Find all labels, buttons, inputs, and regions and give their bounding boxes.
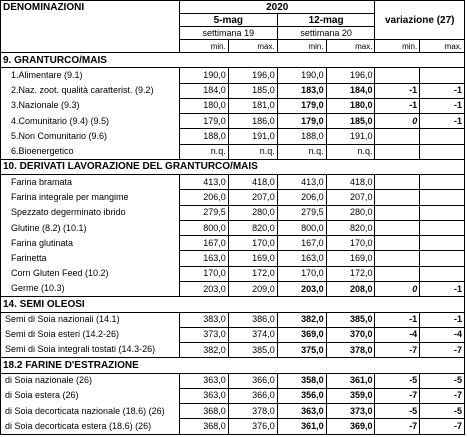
row-label: di Soia estera (26) (1, 388, 180, 403)
cell-max-week-19: 820,0 (228, 220, 277, 235)
cell-min-week-19: 203,0 (179, 281, 228, 296)
header-week-2: settimana 20 (277, 27, 375, 40)
cell-max-week-20: 373,0 (326, 404, 375, 419)
cell-min-week-20: 375,0 (277, 343, 326, 358)
table-row (1, 312, 465, 327)
cell-max-variazione: -1 (420, 312, 465, 327)
cell-max-week-20: 196,0 (326, 68, 375, 83)
row-label: Farina bramata (1, 175, 180, 190)
cell-max-week-20: 185,0 (326, 114, 375, 129)
row-label: Semi di Soia integrali tostati (14.3-26) (1, 343, 180, 358)
cell-max-variazione: -1 (420, 83, 465, 98)
cell-min-variazione (375, 220, 420, 235)
table-row (1, 190, 465, 205)
cell-max-week-20: 172,0 (326, 266, 375, 281)
cell-max-week-20: 359,0 (326, 388, 375, 403)
row-label: 4.Comunitario (9.4) (9.5) (1, 114, 180, 129)
cell-min-week-19: n.q. (179, 144, 228, 159)
row-label: 3.Nazionale (9.3) (1, 98, 180, 113)
cell-max-week-20: 208,0 (326, 281, 375, 296)
section-title: 10. DERIVATI LAVORAZIONE DEL GRANTURCO/MAIS (1, 159, 465, 174)
table-body (1, 53, 465, 435)
cell-max-week-20: 820,0 (326, 220, 375, 235)
row-label: 1.Alimentare (9.1) (1, 68, 180, 83)
table-row (1, 281, 465, 296)
cell-min-week-20: 203,0 (277, 281, 326, 296)
cell-max-week-19: 376,0 (228, 419, 277, 435)
table-row (1, 373, 465, 388)
header-min-var: min. (375, 40, 420, 53)
cell-min-week-20: 361,0 (277, 419, 326, 435)
cell-min-variazione: -5 (375, 373, 420, 388)
cell-max-variazione: -5 (420, 404, 465, 419)
cell-max-week-19: 374,0 (228, 327, 277, 342)
cell-min-week-20: 369,0 (277, 327, 326, 342)
cell-min-week-19: 373,0 (179, 327, 228, 342)
cell-max-week-20: n.q. (326, 144, 375, 159)
cell-max-variazione (420, 68, 465, 83)
section-header (1, 297, 465, 312)
cell-max-variazione: -1 (420, 98, 465, 113)
cell-min-variazione (375, 205, 420, 220)
cell-min-week-19: 170,0 (179, 266, 228, 281)
cell-max-variazione: -7 (420, 388, 465, 403)
header-denominazioni: DENOMINAZIONI (1, 1, 180, 14)
cell-max-week-20: 280,0 (326, 205, 375, 220)
cell-min-variazione (375, 68, 420, 83)
header-max-var: max. (420, 40, 465, 53)
table-row (1, 266, 465, 281)
cell-max-week-20: 385,0 (326, 312, 375, 327)
cell-min-variazione (375, 129, 420, 144)
cell-min-variazione (375, 236, 420, 251)
table-row (1, 83, 465, 98)
table-row (1, 205, 465, 220)
cell-max-week-19: 172,0 (228, 266, 277, 281)
table-row (1, 327, 465, 342)
cell-max-variazione (420, 220, 465, 235)
header-max-1: max. (228, 40, 277, 53)
row-label: di Soia decorticata nazionale (18.6) (26) (1, 404, 180, 419)
cell-min-week-20: n.q. (277, 144, 326, 159)
cell-max-variazione (420, 205, 465, 220)
cell-max-week-19: 378,0 (228, 404, 277, 419)
cell-min-week-20: 206,0 (277, 190, 326, 205)
section-title: 14. SEMI OLEOSI (1, 297, 465, 312)
cell-max-week-20: 180,0 (326, 98, 375, 113)
cell-min-variazione (375, 144, 420, 159)
cell-max-week-19: 209,0 (228, 281, 277, 296)
cell-min-week-19: 800,0 (179, 220, 228, 235)
cell-min-week-20: 413,0 (277, 175, 326, 190)
cell-min-week-19: 167,0 (179, 236, 228, 251)
row-label: di Soia nazionale (26) (1, 373, 180, 388)
cell-max-week-19: 170,0 (228, 236, 277, 251)
row-label: Corn Gluten Feed (10.2) (1, 266, 180, 281)
cell-max-week-19: 169,0 (228, 251, 277, 266)
row-label: 5.Non Comunitario (9.6) (1, 129, 180, 144)
cell-max-week-19: 366,0 (228, 388, 277, 403)
row-label: Farinetta (1, 251, 180, 266)
cell-max-week-19: 196,0 (228, 68, 277, 83)
cell-max-variazione: -5 (420, 373, 465, 388)
cell-min-week-20: 183,0 (277, 83, 326, 98)
cell-min-week-19: 382,0 (179, 343, 228, 358)
cell-max-week-20: 169,0 (326, 251, 375, 266)
cell-min-variazione: -7 (375, 388, 420, 403)
cell-min-week-20: 179,0 (277, 98, 326, 113)
cell-max-week-20: 370,0 (326, 327, 375, 342)
header-year: 2020 (179, 1, 375, 14)
table-row (1, 175, 465, 190)
table-row (1, 129, 465, 144)
section-header (1, 159, 465, 174)
row-label: Farina integrale per mangime (1, 190, 180, 205)
cell-max-week-19: 181,0 (228, 98, 277, 113)
header-max-2: max. (326, 40, 375, 53)
cell-max-variazione (420, 266, 465, 281)
table-row (1, 388, 465, 403)
cell-max-variazione (420, 190, 465, 205)
header-date-2: 12-mag (277, 14, 375, 27)
cell-min-week-19: 206,0 (179, 190, 228, 205)
cell-min-week-19: 279,5 (179, 205, 228, 220)
cell-min-week-19: 368,0 (179, 419, 228, 435)
cell-min-week-20: 179,0 (277, 114, 326, 129)
header-spacer (1, 14, 180, 27)
cell-min-variazione: 0 (375, 281, 420, 296)
cell-min-week-20: 167,0 (277, 236, 326, 251)
cell-max-week-20: 191,0 (326, 129, 375, 144)
section-title: 9. GRANTURCO/MAIS (1, 53, 465, 68)
table-row (1, 98, 465, 113)
row-label: Semi di Soia nazionali (14.1) (1, 312, 180, 327)
cell-min-variazione (375, 251, 420, 266)
cell-max-week-20: 369,0 (326, 419, 375, 435)
cell-max-week-19: 280,0 (228, 205, 277, 220)
table-row (1, 144, 465, 159)
cell-max-variazione: -1 (420, 114, 465, 129)
cell-max-week-19: 207,0 (228, 190, 277, 205)
cell-min-week-19: 190,0 (179, 68, 228, 83)
section-header (1, 53, 465, 68)
header-min-2: min. (277, 40, 326, 53)
cell-min-week-19: 163,0 (179, 251, 228, 266)
cell-max-variazione: -1 (420, 281, 465, 296)
header-spacer (1, 40, 180, 53)
cell-max-week-19: 418,0 (228, 175, 277, 190)
row-label: Semi di Soia esteri (14.2-26) (1, 327, 180, 342)
cell-min-variazione: -1 (375, 98, 420, 113)
section-header (1, 358, 465, 373)
cell-max-variazione: -7 (420, 419, 465, 435)
cell-min-week-19: 363,0 (179, 388, 228, 403)
cell-min-week-19: 180,0 (179, 98, 228, 113)
header-min-1: min. (179, 40, 228, 53)
cell-max-week-20: 378,0 (326, 343, 375, 358)
cell-max-variazione: -7 (420, 343, 465, 358)
cell-min-variazione: -5 (375, 404, 420, 419)
cell-max-week-19: 185,0 (228, 83, 277, 98)
table-row (1, 236, 465, 251)
row-label: 6.Bioenergetico (1, 144, 180, 159)
table-row (1, 220, 465, 235)
cell-min-variazione (375, 266, 420, 281)
row-label: Farina glutinata (1, 236, 180, 251)
cell-max-week-20: 184,0 (326, 83, 375, 98)
cell-min-variazione: 0 (375, 114, 420, 129)
cell-max-week-19: 186,0 (228, 114, 277, 129)
cell-min-week-19: 188,0 (179, 129, 228, 144)
cell-min-variazione: -1 (375, 312, 420, 327)
cell-max-week-19: n.q. (228, 144, 277, 159)
table-row (1, 251, 465, 266)
cell-max-week-19: 386,0 (228, 312, 277, 327)
cell-min-week-20: 190,0 (277, 68, 326, 83)
cell-min-week-20: 358,0 (277, 373, 326, 388)
cell-max-week-20: 170,0 (326, 236, 375, 251)
cell-max-week-20: 418,0 (326, 175, 375, 190)
cell-max-week-20: 207,0 (326, 190, 375, 205)
row-label: Spezzato degerminato ibrido (1, 205, 180, 220)
cell-min-week-20: 800,0 (277, 220, 326, 235)
cell-min-week-19: 179,0 (179, 114, 228, 129)
table-row (1, 114, 465, 129)
cell-max-variazione (420, 236, 465, 251)
cell-min-week-19: 184,0 (179, 83, 228, 98)
row-label: di Soia decorticata estera (18.6) (26) (1, 419, 180, 435)
table-row (1, 404, 465, 419)
cell-min-variazione (375, 190, 420, 205)
cell-min-variazione: -1 (375, 83, 420, 98)
cell-min-week-19: 383,0 (179, 312, 228, 327)
table-row (1, 419, 465, 435)
cell-max-variazione: -4 (420, 327, 465, 342)
cell-min-variazione (375, 175, 420, 190)
table-row (1, 68, 465, 83)
row-label: Germe (10.3) (1, 281, 180, 296)
cell-min-week-20: 188,0 (277, 129, 326, 144)
header-spacer (1, 27, 180, 40)
cell-max-variazione (420, 144, 465, 159)
section-title: 18.2 FARINE D'ESTRAZIONE (1, 358, 465, 373)
cell-max-week-19: 366,0 (228, 373, 277, 388)
cell-min-week-20: 363,0 (277, 404, 326, 419)
cell-min-week-19: 413,0 (179, 175, 228, 190)
header-week-1: settimana 19 (179, 27, 277, 40)
cell-min-variazione: -7 (375, 419, 420, 435)
cell-min-variazione: -4 (375, 327, 420, 342)
cell-min-week-20: 382,0 (277, 312, 326, 327)
row-label: 2.Naz. zoot. qualità caratterist. (9.2) (1, 83, 180, 98)
cell-max-week-19: 385,0 (228, 343, 277, 358)
table-row (1, 343, 465, 358)
cell-min-week-19: 363,0 (179, 373, 228, 388)
cell-min-variazione: -7 (375, 343, 420, 358)
cell-max-variazione (420, 129, 465, 144)
cell-max-variazione (420, 251, 465, 266)
header-date-1: 5-mag (179, 14, 277, 27)
cell-max-variazione (420, 175, 465, 190)
cell-min-week-20: 163,0 (277, 251, 326, 266)
row-label: Glutine (8.2) (10.1) (1, 220, 180, 235)
cell-max-week-19: 191,0 (228, 129, 277, 144)
cell-min-week-19: 368,0 (179, 404, 228, 419)
cell-min-week-20: 279,5 (277, 205, 326, 220)
cell-max-week-20: 361,0 (326, 373, 375, 388)
header-variazione: variazione (27) (375, 1, 465, 40)
cell-min-week-20: 356,0 (277, 388, 326, 403)
cell-min-week-20: 170,0 (277, 266, 326, 281)
